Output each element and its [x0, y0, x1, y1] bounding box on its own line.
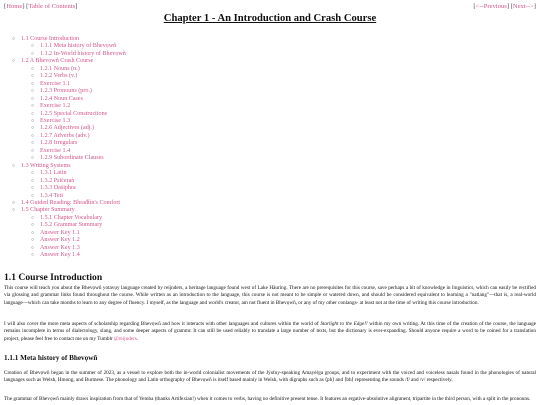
- scholarship-paragraph: [4, 321, 536, 343]
- toc-sublink[interactable]: 1.3.4 Teti: [40, 192, 63, 199]
- toc-subitem: [31, 178, 126, 185]
- toc-section: [12, 200, 126, 207]
- toc-sublink[interactable]: Exercise 1.1: [40, 80, 71, 87]
- table-of-contents: [12, 36, 126, 260]
- toc-sublink[interactable]: Exercise 1.3: [40, 117, 71, 124]
- toc-sublist: [21, 66, 126, 163]
- toc-subitem: [31, 88, 126, 95]
- toc-section: [12, 58, 126, 162]
- toc-subitem: [31, 111, 126, 118]
- toc-subitem: [31, 230, 126, 237]
- toc-subitem: [31, 245, 126, 252]
- toc-sublink[interactable]: Answer Key 1.1: [40, 229, 80, 236]
- scholarship-text-b: within my own writing. At this time of the creation of the course, the language remains incomplete in terms of dialectology, slang, and some deeper aspects of grammr. It can still be used reliably to translate a large number of texts, but the dictionary is ever-expanding. Should anyone require a word to be coined for a translation project, please feel free to contact me on my Tumblr: [4, 321, 537, 342]
- toc-subitem: [31, 96, 126, 103]
- toc-sublink[interactable]: 1.2.8 Irregulars: [40, 140, 78, 147]
- toc-sublink[interactable]: Answer Key 1.3: [40, 244, 80, 251]
- section-title: 1.1 Course Introduction: [4, 272, 103, 283]
- toc-subitem: [31, 140, 126, 147]
- tumblr-link[interactable]: @reijnders: [113, 335, 137, 342]
- toc-subitem: [31, 103, 126, 110]
- toc-sublink[interactable]: 1.1.1 Meta history of Bhevọwñ: [40, 43, 117, 50]
- toc-subitem: [31, 43, 126, 50]
- toc-sublink[interactable]: 1.3.2 Psiċeraǹ: [40, 177, 75, 184]
- subsection-title: 1.1.1 Meta history of Bhevọwñ: [4, 354, 98, 362]
- toc-sublink[interactable]: Exercise 1.2: [40, 103, 71, 110]
- toc-sublist: [21, 43, 126, 58]
- toc-link[interactable]: 1.1 Course Introduction: [21, 36, 80, 42]
- toc-subitem: [31, 222, 126, 229]
- top-nav-right: [<--Previous] [Next-->]: [473, 3, 536, 10]
- toc-sublink[interactable]: 1.1.2 In-World history of Bhevọwñ: [40, 50, 126, 57]
- toc-section: [12, 36, 126, 58]
- toc-sublink[interactable]: 1.5.1 Chapter Vocabulary: [40, 214, 103, 221]
- toc-subitem: [31, 148, 126, 155]
- toc-link[interactable]: 1.2 A Bhevọwñ Crash Course: [21, 58, 94, 65]
- toc-sublink[interactable]: 1.2.3 Pronouns (pro.): [40, 88, 92, 95]
- toc-sublist: [21, 170, 126, 200]
- toc-subitem: [31, 215, 126, 222]
- toc-sublink[interactable]: 1.5.2 Grammar Summary: [40, 222, 103, 229]
- toc-section: [12, 163, 126, 200]
- toc-sublink[interactable]: Answer Key 1.2: [40, 237, 80, 244]
- toc-subitem: [31, 252, 126, 259]
- scholarship-text-a: I will also cover the more meta aspects of scholarship regarding Bhevọwñ and how it interacts with other languages and cultures within the world of: [4, 321, 321, 327]
- toc-subitem: [31, 193, 126, 200]
- toc-subitem: [31, 133, 126, 140]
- toc-subitem: [31, 170, 126, 177]
- toc-subitem: [31, 125, 126, 132]
- toc-link[interactable]: 1.5 Chapter Summary: [21, 207, 75, 214]
- world-title: Starlight to the Edge!!: [320, 321, 368, 327]
- toc-link[interactable]: 1.3 Writing Systems: [21, 162, 71, 169]
- toc-subitem: [31, 155, 126, 162]
- toc-subitem: [31, 51, 126, 58]
- toc-sublink[interactable]: 1.3.3 Daṡiphra: [40, 185, 76, 192]
- toc-sublink[interactable]: 1.2.2 Verbs (v.): [40, 73, 78, 80]
- toc-subitem: [31, 73, 126, 80]
- scholarship-text-end: .: [136, 335, 139, 342]
- home-link[interactable]: Home: [6, 3, 23, 10]
- toc-sublink[interactable]: 1.2.6 Adjectives (adj.): [40, 125, 94, 132]
- meta-history-paragraph: Creation of Bhevọwñ began in the summer of 2023, as a vessel to explore both the in-world colonialist movements of the Jẏoṫuy-speaking Amayèṙga groups, and to experiment with the voiced and voiceless nasals found in the phonologies of natural languages such as Welsh, Hmong, and Burmese. The phonology and Latin orthography of Bhevọwñ is itself based mainly in Welsh, with digraphs such as ⟨ph⟩ and ⟨bh⟩ representing the sounds /f/ and /v/ respectively.: [4, 370, 536, 384]
- toc-link[interactable]: 1.4 Guided Reading: Bhraḋṫìn's Comfort: [21, 199, 121, 206]
- grammar-paragraph: The grammar of Bhevọwñ mainly draws inspiration from that of Yemba (thanks Artifexian!) when it comes to verbs, having no definitive present tense. It features an ergative-absolutive alignment, tripartite in the third person, with a split in the pronouns.: [4, 396, 531, 402]
- intro-paragraph: This course will teach you about the Bhevọwñ yotavụy language created by reijnders, a heritage language found west of Lake Hāuring. There are no prerequisites for this course, save perhaps a bit of knowledge in linguistics, which can easily be rectified via glossing and grammar links found throughout the course. While written as an introduction to the language, this course is not meant to be simple or watered down, and should be considered equivalent to learning a "natlang"—that is, a real-world language—which can take months to learn to any degree of fluency. I myself, as the language and world's creator, am not fluent in Bhevọwñ, or any of my other conlangs- at least not at the time of writing this course introduction.: [4, 285, 536, 306]
- table-of-contents-link[interactable]: Table of Contents: [28, 3, 76, 10]
- toc-sublink[interactable]: 1.2.9 Subordinate Clauses: [40, 155, 104, 162]
- toc-sublink[interactable]: 1.2.7 Adverbs (adv.): [40, 132, 90, 139]
- top-nav-left: [Home] [Table of Contents]: [4, 3, 78, 10]
- toc-sublist: [21, 215, 126, 260]
- toc-subitem: [31, 185, 126, 192]
- toc-sublink[interactable]: 1.2.5 Special Constructions: [40, 110, 108, 117]
- previous-link[interactable]: <--Previous: [475, 3, 507, 10]
- page-title: Chapter 1 - An Introduction and Crash Course: [163, 13, 377, 24]
- toc-sublink[interactable]: 1.2.1 Nouns (n.): [40, 65, 80, 72]
- toc-section: [12, 207, 126, 259]
- toc-sublink[interactable]: Answer Key 1.4: [40, 252, 80, 259]
- toc-sublink[interactable]: 1.3.1 Latin: [40, 170, 67, 177]
- toc-sublink[interactable]: 1.2.4 Noun Cases: [40, 95, 83, 102]
- toc-subitem: [31, 237, 126, 244]
- toc-sublink[interactable]: Exercise 1.4: [40, 147, 71, 154]
- next-link[interactable]: Next-->: [512, 3, 534, 10]
